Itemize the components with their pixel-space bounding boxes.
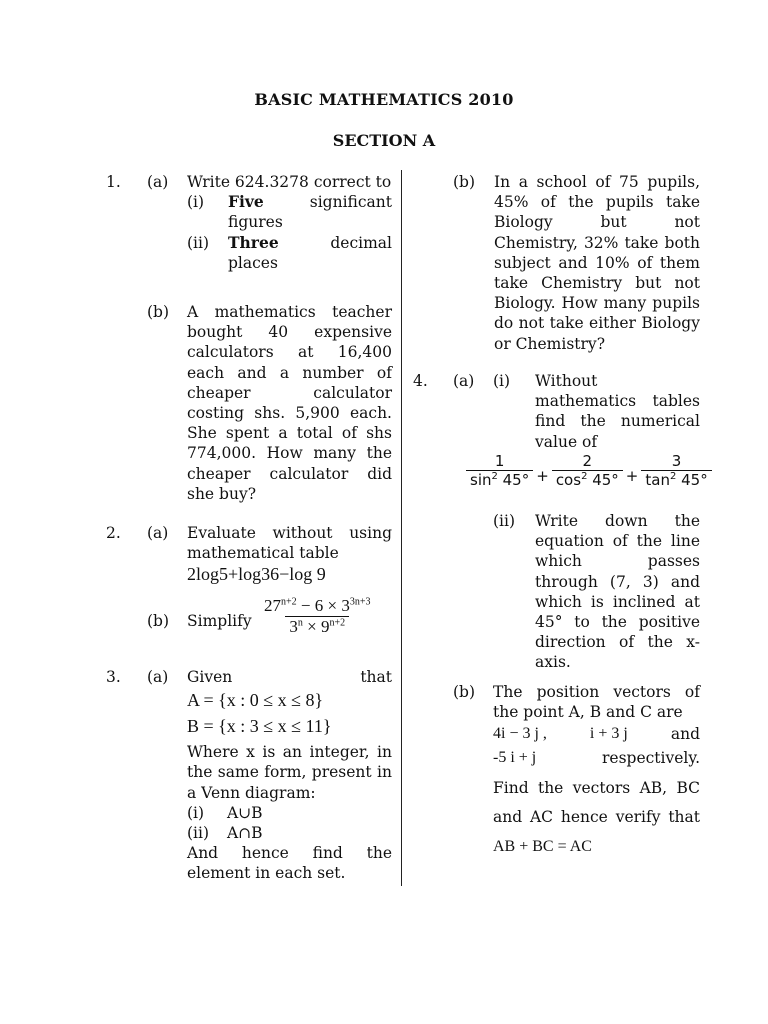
q4a-label: (a) (453, 372, 475, 390)
q2a-block (187, 523, 392, 585)
q3a-text: Where x is an integer, in the same form, present in a Venn diagram: (187, 743, 392, 802)
q4b-vectors-row: 4i − 3 j , i + 3 j and (493, 722, 700, 746)
q2b-numerator: $27^{n+2} - 6 \times 3^{3n+3}$ (264, 596, 371, 615)
q4b-vector-a: 4i − 3 j , (493, 725, 547, 743)
q2b-fraction (260, 596, 374, 637)
section-heading: SECTION A (332, 131, 436, 150)
column-divider (401, 170, 402, 886)
q3a-given-row (187, 667, 392, 687)
q1-number: 1. (106, 173, 121, 191)
q2b-denominator: $3^n \times 9^{n+2}$ (285, 616, 349, 637)
q4-number: 4. (413, 372, 428, 390)
q4a-fraction-3: $\frac{3}{\tan^2 45^\circ}$ (641, 452, 711, 489)
q4a-ii-label: (ii) (493, 512, 516, 530)
q1a-ii (187, 233, 392, 273)
q1a-text: Write 624.3278 correct to (187, 173, 392, 191)
q1a-i (187, 192, 392, 232)
q3a-end: And hence find the element in each set. (187, 844, 392, 883)
q4b-vector-c-row: -5 i + j respectively. (493, 746, 700, 770)
q4a-i-label: (i) (493, 372, 511, 390)
q3a-label: (a) (147, 668, 169, 686)
q4b-text: The position vectors of the point A, B and C are (493, 683, 700, 722)
q3b-label: (b) (453, 173, 476, 191)
q1a-ii-rest2: places (228, 253, 278, 272)
q3a-ii: (ii) A∩B (187, 824, 263, 843)
q3a-given: Given (187, 668, 233, 686)
q4b-find-text: Find the vectors AB, BC and AC hence verify that AB + BC = AC (493, 779, 700, 856)
q1a-i-rest1: significant (309, 193, 392, 212)
exam-title: BASIC MATHEMATICS 2010 (254, 90, 514, 109)
q4a-i-text: Without mathematics tables find the numerical value of (535, 372, 700, 451)
q1a-ii-rest1: decimal (330, 233, 392, 252)
q3a-union: A∪B (227, 803, 263, 822)
q4a-fraction-1: $\frac{1}{\sin^2 45^\circ}$ (466, 452, 533, 489)
q1a-ii-label: (ii) (187, 233, 210, 252)
q2b-text: Simplify (187, 612, 252, 630)
q3a-set-b: B = {x : 3 ≤ x ≤ 11} (187, 716, 332, 737)
q4b-vector-b: i + 3 j (589, 725, 628, 743)
q4a-trig-expression: $\frac{1}{\sin^2 45^\circ}$ + $\frac{2}{\cos^2 45^\circ}$ + $\frac{3}{\tan^2 45^\circ}$ (466, 452, 712, 489)
q1b-text: A mathematics teacher bought 40 expensive calculators at 16,400 each and a number of cheaper calculator costing shs. 5,900 each. She spent a total of shs 774,000. How many the cheaper calculator did she buy? (187, 303, 392, 503)
q3a-that: that (360, 668, 392, 686)
q4a-ii-text: Write down the equation of the line which passes through (7, 3) and which is inclined at 45° to the positive direction of the x-axis. (535, 512, 700, 672)
q4b-vector-c: -5 i + j (493, 749, 537, 767)
q2a-label: (a) (147, 524, 169, 542)
q1a-ii-bold: Three (228, 232, 279, 252)
q3-number: 3. (106, 668, 121, 686)
q3a-i: (i) A∪B (187, 803, 263, 822)
q1a-i-bold: Five (228, 192, 264, 212)
q2-number: 2. (106, 524, 121, 542)
q3a-intersection: A∩B (227, 824, 263, 843)
q4b-equation: AB + BC = AC (493, 838, 592, 856)
q3b-text: In a school of 75 pupils, 45% of the pupils take Biology but not Chemistry, 32% take both subject and 10% of them take Chemistry but not Biology. How many pupils do not take either Biology or Chemistry? (494, 173, 700, 353)
q2a-text: Evaluate without using mathematical table (187, 524, 392, 563)
q3a-set-a: A = {x : 0 ≤ x ≤ 8} (187, 690, 324, 711)
q4b-block (493, 682, 700, 861)
q1a-block (187, 172, 392, 273)
q2a-expression: 2log5+log36−log 9 (187, 564, 326, 585)
q1b-label: (b) (147, 303, 170, 321)
q2b-label: (b) (147, 612, 170, 630)
q1a-label: (a) (147, 173, 169, 191)
q4a-fraction-2: $\frac{2}{\cos^2 45^\circ}$ (552, 452, 623, 489)
q1a-i-rest2: figures (228, 213, 283, 232)
q4b-label: (b) (453, 683, 476, 701)
q3a-block (187, 667, 392, 884)
q1a-i-label: (i) (187, 193, 205, 212)
